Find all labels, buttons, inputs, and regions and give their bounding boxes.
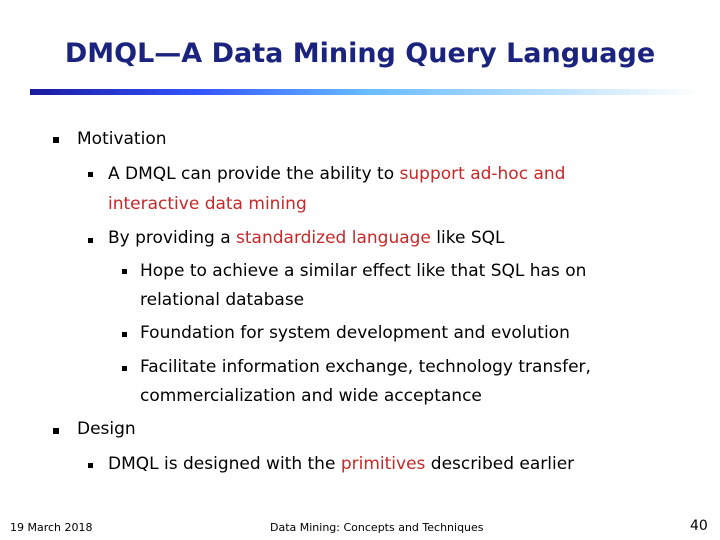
standardized-language-line (108, 223, 505, 253)
sql-effect-line1: Hope to achieve a similar effect like that SQL has on (140, 261, 587, 281)
dmql-primitives-line (108, 449, 574, 479)
slide-title: DMQL—A Data Mining Query Language (64, 38, 656, 69)
bullet-design (53, 428, 59, 434)
foundation-line: Foundation for system development and evolution (140, 323, 570, 343)
dmql-primitives-text-b: described earlier (425, 454, 575, 474)
motivation-label: Motivation (77, 129, 167, 149)
dmql-ability-line1 (108, 159, 565, 189)
dmql-primitives-highlight: primitives (340, 454, 426, 474)
dmql-primitives-text-a: DMQL is designed with the (108, 454, 341, 474)
dmql-ability-highlight: support ad-hoc and (399, 164, 566, 184)
title-underline-bar (30, 89, 700, 95)
dmql-ability-line2: interactive data mining (108, 194, 307, 214)
footer-date: 19 March 2018 (10, 521, 93, 534)
bullet-standardized-language (88, 238, 93, 243)
page-number: 40 (690, 518, 708, 534)
sql-effect-line2: relational database (140, 290, 305, 310)
facilitate-line2: commercialization and wide acceptance (140, 386, 482, 406)
bullet-dmql-primitives (88, 463, 93, 468)
dmql-ability-text: A DMQL can provide the ability to (108, 164, 400, 184)
bullet-foundation (122, 332, 127, 337)
facilitate-line1: Facilitate information exchange, technology transfer, (140, 357, 591, 377)
standardized-language-highlight: standardized language (236, 228, 431, 248)
bullet-motivation (53, 137, 59, 143)
standardized-language-text-b: like SQL (430, 228, 505, 248)
bullet-dmql-ability (88, 172, 93, 177)
bullet-sql-effect (122, 269, 127, 274)
footer-title: Data Mining: Concepts and Techniques (270, 521, 484, 534)
bullet-facilitate (122, 366, 127, 371)
design-label: Design (77, 419, 136, 439)
standardized-language-text-a: By providing a (108, 228, 237, 248)
